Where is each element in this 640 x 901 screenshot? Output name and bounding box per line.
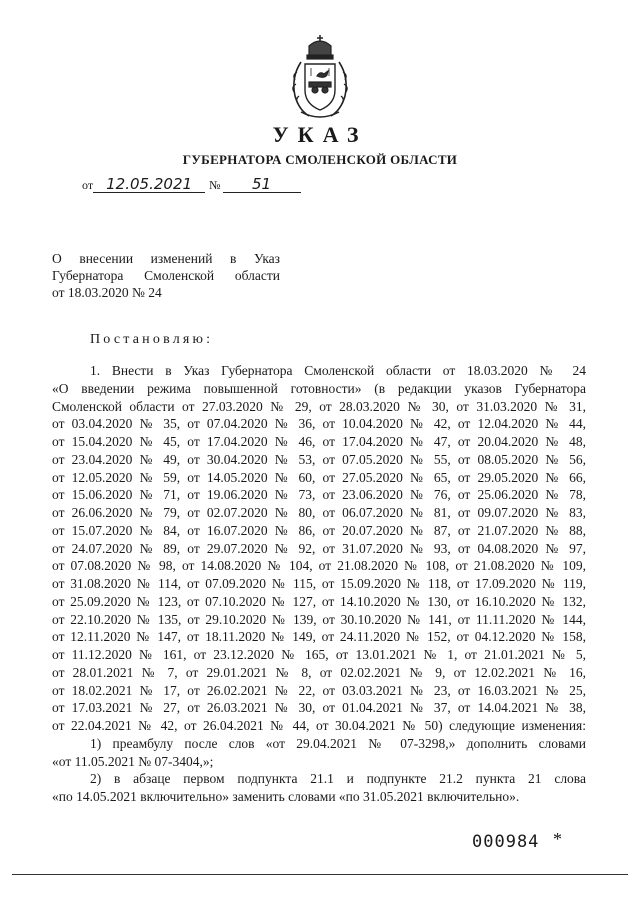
- body-line: от 15.04.2020 № 45, от 17.04.2020 № 46, от 17.04.2020 № 47, от 20.04.2020 № 48,: [52, 434, 586, 449]
- subject-line: О внесении изменений в Указ: [52, 251, 280, 266]
- body-line: 1. Внести в Указ Губернатора Смоленской области от 18.03.2020 № 24: [90, 363, 586, 378]
- body-line: от 23.04.2020 № 49, от 30.04.2020 № 53, от 07.05.2020 № 55, от 08.05.2020 № 56,: [52, 451, 586, 467]
- serial-number: 000984: [472, 832, 540, 852]
- number-prefix: №: [209, 178, 221, 192]
- body-line: от 07.08.2020 № 98, от 14.08.2020 № 104, от 21.08.2020 № 108, от 21.08.2020 № 109,: [52, 558, 586, 574]
- decree-subject: [52, 250, 280, 301]
- subject-line: Губернатора Смоленской области: [52, 268, 280, 283]
- serial-mark: *: [553, 829, 562, 849]
- body-line: от 15.06.2020 № 71, от 19.06.2020 № 73, от 23.06.2020 № 76, от 25.06.2020 № 78,: [52, 487, 586, 503]
- body-line: от 12.11.2020 № 147, от 18.11.2020 № 149, от 24.11.2020 № 152, от 04.12.2020 № 158,: [52, 629, 586, 645]
- body-line: от 31.08.2020 № 114, от 07.09.2020 № 115, от 15.09.2020 № 118, от 17.09.2020 № 119,: [52, 576, 586, 591]
- body-line: «по 14.05.2021 включительно» заменить словами «по 31.05.2021 включительно».: [52, 789, 520, 804]
- body-line: от 15.07.2020 № 84, от 16.07.2020 № 86, от 20.07.2020 № 87, от 21.07.2020 № 88,: [52, 522, 586, 538]
- bottom-divider: [12, 874, 628, 875]
- body-line: от 25.09.2020 № 123, от 07.10.2020 № 127, от 14.10.2020 № 130, от 16.10.2020 № 132,: [52, 593, 586, 609]
- body-line: от 22.10.2020 № 135, от 29.10.2020 № 139, от 30.10.2020 № 141, от 11.11.2020 № 144,: [52, 611, 586, 627]
- body-line: от 11.12.2020 № 161, от 23.12.2020 № 165, от 13.01.2021 № 1, от 21.01.2021 № 5,: [52, 647, 586, 662]
- body-line: 1) преамбулу после слов «от 29.04.2021 № 07-3298,» дополнить словами: [90, 735, 586, 751]
- decree-body: [52, 362, 586, 806]
- document-title: УКАЗ: [272, 122, 368, 147]
- body-line: от 26.06.2020 № 79, от 02.07.2020 № 80, от 06.07.2020 № 81, от 09.07.2020 № 83,: [52, 505, 586, 520]
- decree-word: Постановляю:: [90, 332, 214, 347]
- body-line: от 18.02.2021 № 17, от 26.02.2021 № 22, от 03.03.2021 № 23, от 16.03.2021 № 25,: [52, 682, 586, 698]
- body-line: от 03.04.2020 № 35, от 07.04.2020 № 36, от 10.04.2020 № 42, от 12.04.2020 № 44,: [52, 416, 586, 432]
- body-line: от 17.03.2021 № 27, от 26.03.2021 № 30, от 01.04.2021 № 37, от 14.04.2021 № 38,: [52, 700, 586, 716]
- body-line: от 28.01.2021 № 7, от 29.01.2021 № 8, от 02.02.2021 № 9, от 12.02.2021 № 16,: [52, 664, 586, 680]
- body-line: 2) в абзаце первом подпункта 21.1 и подпункте 21.2 пункта 21 слова: [90, 771, 586, 787]
- body-line: от 24.07.2020 № 89, от 29.07.2020 № 92, от 31.07.2020 № 93, от 04.08.2020 № 97,: [52, 540, 586, 556]
- body-line: от 22.04.2021 № 42, от 26.04.2021 № 44, от 30.04.2021 № 50) следующие изменения:: [52, 718, 586, 733]
- body-line: «О введении режима повышенной готовности» (в редакции указов Губернатора: [52, 380, 586, 396]
- date-number-line: [82, 176, 301, 193]
- body-line: Смоленской области от 27.03.2020 № 29, от 28.03.2020 № 30, от 31.03.2020 № 31,: [52, 398, 586, 414]
- coat-of-arms-emblem: [287, 32, 353, 120]
- body-line: «от 11.05.2021 № 07-3404,»;: [52, 753, 214, 769]
- handwritten-date: 12.05.2021: [93, 176, 205, 193]
- body-line: от 12.05.2020 № 59, от 14.05.2020 № 60, от 27.05.2020 № 65, от 29.05.2020 № 66,: [52, 469, 586, 485]
- handwritten-number: 51: [223, 176, 301, 193]
- document-subtitle: ГУБЕРНАТОРА СМОЛЕНСКОЙ ОБЛАСТИ: [182, 152, 458, 167]
- date-prefix: от: [82, 178, 94, 192]
- subject-line: от 18.03.2020 № 24: [52, 285, 162, 300]
